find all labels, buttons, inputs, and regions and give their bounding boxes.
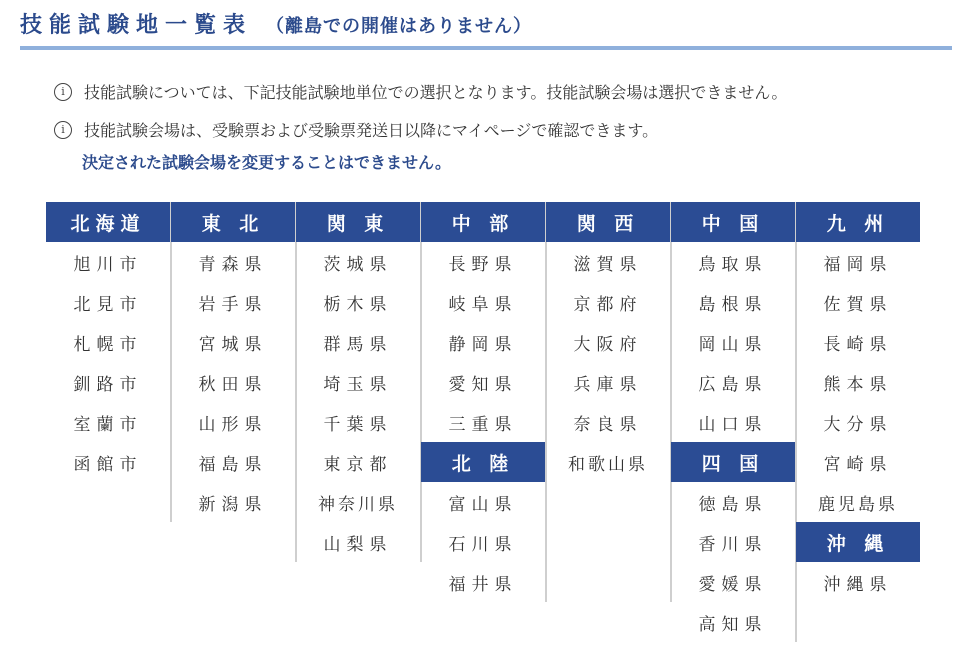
region-cell: 福島県 [198, 454, 268, 475]
region-cell: 奈良県 [573, 414, 643, 435]
note-1 [54, 80, 787, 103]
region-cell: 釧路市 [73, 374, 143, 395]
region-cell: 大分県 [823, 414, 893, 435]
region-cell: 福井県 [448, 574, 518, 595]
region-cell: 茨城県 [323, 254, 393, 275]
region-cell: 福岡県 [823, 254, 893, 275]
region-cell: 京都府 [573, 294, 643, 315]
region-cell: 三重県 [448, 414, 518, 435]
region-cell: 岐阜県 [448, 294, 518, 315]
region-chubu [421, 202, 545, 602]
region-cell: 鳥取県 [698, 254, 768, 275]
region-cell: 山梨県 [323, 534, 393, 555]
note-2-text: 技能試験会場は、受験票および受験票発送日以降にマイページで確認できます。 [84, 121, 659, 140]
region-cell: 埼玉県 [323, 374, 393, 395]
region-header-kanto: 関 東 [296, 202, 420, 242]
page-subtitle: （離島での開催はありません） [266, 16, 533, 37]
region-cell: 島根県 [698, 294, 768, 315]
region-cell: 香川県 [698, 534, 768, 555]
info-icon: i [54, 121, 72, 139]
region-header-kansai: 関 西 [546, 202, 670, 242]
region-cell: 石川県 [448, 534, 518, 555]
region-cell: 広島県 [698, 374, 768, 395]
region-cell: 岩手県 [198, 294, 268, 315]
region-cell: 愛媛県 [698, 574, 768, 595]
region-header-tohoku: 東 北 [171, 202, 295, 242]
region-header-okinawa: 沖 縄 [796, 522, 920, 562]
info-icon: i [54, 83, 72, 101]
note-2 [54, 118, 658, 141]
region-hokkaido [46, 202, 170, 482]
region-cell: 新潟県 [198, 494, 268, 515]
region-kanto [296, 202, 420, 562]
region-cell: 岡山県 [698, 334, 768, 355]
region-header-hokuriku: 北 陸 [421, 442, 545, 482]
note-highlight: 決定された試験会場を変更することはできません。 [82, 153, 451, 172]
region-header-kyushu: 九 州 [796, 202, 920, 242]
region-header-shikoku: 四 国 [671, 442, 795, 482]
region-cell: 栃木県 [323, 294, 393, 315]
region-cell: 神奈川県 [318, 494, 398, 515]
region-cell: 山口県 [698, 414, 768, 435]
region-chugoku [671, 202, 795, 642]
region-cell: 沖縄県 [823, 574, 893, 595]
note-1-text: 技能試験については、下記技能試験地単位での選択となります。技能試験会場は選択できません。 [84, 83, 788, 102]
region-cell: 旭川市 [73, 254, 143, 275]
region-cell: 室蘭市 [73, 414, 143, 435]
region-cell: 佐賀県 [823, 294, 893, 315]
region-cell: 富山県 [448, 494, 518, 515]
region-cell: 静岡県 [448, 334, 518, 355]
region-cell: 札幌市 [73, 334, 143, 355]
region-header-chubu: 中 部 [421, 202, 545, 242]
region-cell: 千葉県 [323, 414, 393, 435]
region-kansai [546, 202, 670, 482]
region-cell: 愛知県 [448, 374, 518, 395]
region-header-chugoku: 中 国 [671, 202, 795, 242]
region-cell: 長崎県 [823, 334, 893, 355]
region-cell: 長野県 [448, 254, 518, 275]
region-cell: 群馬県 [323, 334, 393, 355]
title-underline [20, 46, 952, 50]
region-cell: 和歌山県 [568, 454, 648, 475]
region-cell: 徳島県 [698, 494, 768, 515]
page-title: 技能試験地一覧表 [20, 13, 253, 38]
title-row [20, 8, 532, 39]
region-cell: 滋賀県 [573, 254, 643, 275]
region-cell: 函館市 [73, 454, 143, 475]
region-cell: 宮城県 [198, 334, 268, 355]
region-tohoku [171, 202, 295, 522]
region-cell: 北見市 [73, 294, 143, 315]
region-cell: 熊本県 [823, 374, 893, 395]
region-cell: 兵庫県 [573, 374, 643, 395]
region-cell: 青森県 [198, 254, 268, 275]
region-cell: 高知県 [698, 614, 768, 635]
region-cell: 鹿児島県 [818, 494, 898, 515]
region-cell: 山形県 [198, 414, 268, 435]
region-cell: 宮崎県 [823, 454, 893, 475]
region-header-hokkaido: 北海道 [46, 202, 170, 242]
region-cell: 東京都 [323, 454, 393, 475]
region-cell: 大阪府 [573, 334, 643, 355]
region-kyushu [796, 202, 920, 602]
region-cell: 秋田県 [198, 374, 268, 395]
